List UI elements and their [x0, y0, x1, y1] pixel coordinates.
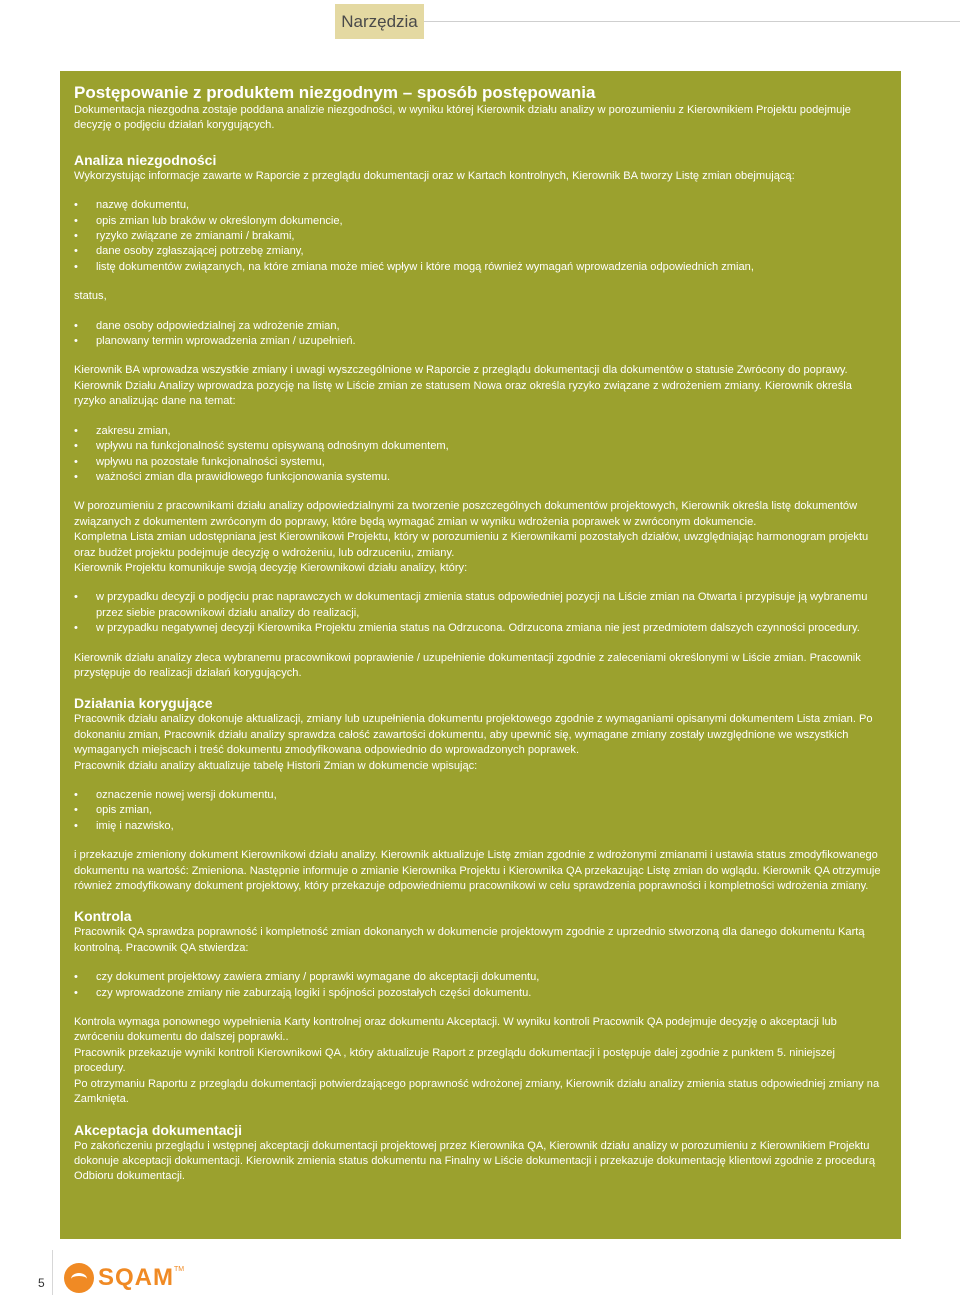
paragraph: Po zakończeniu przeglądu i wstępnej akceptacji dokumentacji projektowej przez Kierownika QA, Kierownik działu analizy w porozumieniu z Kierownikiem Projektu dokonuje akceptacji dokumentacji. Kierownik zmienia status dokumentu na Finalny w Liście dokumentacji i przekazuje dokumentację klientowi zgodnie z procedurą Odbioru dokumentacji.	[74, 1139, 876, 1183]
sqam-logo	[64, 1262, 184, 1294]
intro-paragraph: Dokumentacja niezgodna zostaje poddana analizie niezgodności, w wyniku której Kierownik działu analizy w porozumieniu z Kierownikiem Projektu podejmuje decyzję o podjęciu działań korygujących.	[74, 104, 851, 132]
section-heading-acceptance: Akceptacja dokumentacji	[74, 1121, 243, 1138]
bird-logo-icon	[64, 1263, 94, 1293]
list-item: • dane osoby odpowiedzialnej za wdrożenie zmian,	[96, 319, 887, 334]
bullet-list	[74, 590, 887, 636]
bullet-list	[74, 970, 887, 1001]
list-item: • w przypadku negatywnej decyzji Kierownika Projektu zmienia status na Odrzucona. Odrzucona zmiana nie jest przedmiotem dalszych czynności procedury.	[96, 621, 887, 636]
paragraph: Pracownik QA sprawdza poprawność i kompletność zmian dokonanych w dokumencie projektowym zgodnie z uprzednio stworzoną dla danego dokumentu Kartą kontrolną. Pracownik QA stwierdza:	[74, 926, 865, 954]
section-heading-control: Kontrola	[74, 908, 132, 925]
paragraph: W porozumieniu z pracownikami działu analizy odpowiedzialnymi za tworzenie poszczególnych dokumentów projektowych, Kierownik określa listę dokumentów związanych z dokumentem zwróconym do poprawy, które będą wymagać zmian w wyniku wdrożenia poprawek w zwróconym dokumencie.	[74, 500, 858, 528]
section-tab: Narzędzia	[335, 4, 424, 39]
list-item: • imię i nazwisko,	[96, 819, 887, 834]
list-item: • wpływu na pozostałe funkcjonalności systemu,	[96, 455, 887, 470]
list-item: • w przypadku decyzji o podjęciu prac naprawczych w dokumentacji zmienia status odpowiedniej pozycji na Liście zmian na Otwarta i przypisuje ją wybranemu przez siebie pracownikowi działu analizy do realizacji,	[96, 590, 887, 621]
list-item: • zakresu zmian,	[96, 424, 887, 439]
footer-rule	[52, 1250, 53, 1295]
paragraph: Kontrola wymaga ponownego wypełnienia Karty kontrolnej oraz dokumentu Akceptacji. W wyniku kontroli Pracownik QA podejmuje decyzję o akceptacji lub zwróceniu dokumentu do dalszej poprawki..	[74, 1016, 837, 1044]
paragraph: Kierownik działu analizy zleca wybranemu pracownikowi poprawienie / uzupełnienie dokumentacji zgodnie z zaleceniami określonymi w Liście zmian. Pracownik przystępuje do realizacji działań korygujących.	[74, 651, 861, 679]
paragraph: Kierownik BA wprowadza wszystkie zmiany i uwagi wyszczególnione w Raporcie z przeglądu dokumentacji dla dokumentów o statusie Zwrócony do poprawy.	[74, 364, 848, 377]
trademark-mark: TM	[174, 1266, 185, 1273]
list-item: • planowany termin wprowadzenia zmian / uzupełnień.	[96, 334, 887, 349]
paragraph: Kierownik Działu Analizy wprowadza pozycję na listę w Liście zmian ze statusem Nowa oraz określa ryzyko związane z wdrożeniem zmiany. Kierownik określa ryzyko analizując dane na temat:	[74, 379, 852, 408]
paragraph: Kierownik Projektu komunikuje swoją decyzję Kierownikowi działu analizy, który:	[74, 561, 468, 574]
list-item: • opis zmian,	[96, 803, 887, 818]
logo-text: SQAM	[98, 1264, 174, 1291]
page-number: 5	[38, 1276, 45, 1290]
paragraph: Pracownik działu analizy aktualizuje tabelę Historii Zmian w dokumencie wpisując:	[74, 759, 478, 772]
paragraph: Pracownik przekazuje wyniki kontroli Kierownikowi QA , który aktualizuje Raport z przeglądu dokumentacji i postępuje dalej zgodnie z punktem 5. niniejszej procedury.	[74, 1046, 835, 1075]
bullet-list	[74, 198, 887, 275]
bullet-list	[74, 424, 887, 486]
paragraph: Po otrzymaniu Raportu z przeglądu dokumentacji potwierdzającego poprawność wdrożonej zmiany, Kierownik działu analizy zmienia status odpowiedniej zmiany na Zamknięta.	[74, 1077, 880, 1106]
list-item: • oznaczenie nowej wersji dokumentu,	[96, 788, 887, 803]
list-item: • dane osoby zgłaszającej potrzebę zmiany,	[96, 244, 887, 259]
section-heading-corrective: Działania korygujące	[74, 695, 213, 712]
list-item: • nazwę dokumentu,	[96, 198, 887, 213]
paragraph: Kompletna Lista zmian udostępniana jest Kierownikowi Projektu, który w porozumieniu z Kierownikami pozostałych działów, uwzględniając harmonogram projektu oraz budżet projektu podejmuje decyzję o wdrożeniu, lub odrzuceniu, zmiany.	[74, 531, 869, 559]
section-heading-analysis: Analiza niezgodności	[74, 151, 217, 168]
list-item: • ryzyko związane ze zmianami / brakami,	[96, 229, 887, 244]
paragraph: status,	[74, 290, 107, 303]
page-title: Postępowanie z produktem niezgodnym – sposób postępowania	[74, 83, 596, 102]
bullet-list	[74, 319, 887, 350]
bullet-list	[74, 788, 887, 834]
list-item: • listę dokumentów związanych, na które zmiana może mieć wpływ i które mogą również wymagań wprowadzenia odpowiednich zmian,	[96, 260, 887, 275]
list-item: • opis zmian lub braków w określonym dokumencie,	[96, 214, 887, 229]
list-item: • czy wprowadzone zmiany nie zaburzają logiki i spójności pozostałych części dokumentu.	[96, 986, 887, 1001]
header-rule	[424, 21, 960, 22]
paragraph: Pracownik działu analizy dokonuje aktualizacji, zmiany lub uzupełnienia dokumentu projektowego zgodnie z wymaganiami opisanymi dokumentem Lista zmian. Po dokonaniu zmian, Pracownik działu analizy sprawdza całość zawartości dokumentu, aby upewnić się, wymagane zmiany zostały uwzględnione we wszystkich wymaganych miejscach i treść dokumentu zmodyfikowana odpowiednio do wprowadzonych poprawek.	[74, 713, 873, 757]
paragraph: i przekazuje zmieniony dokument Kierownikowi działu analizy. Kierownik aktualizuje Listę zmian zgodnie z wdrożonymi zmianami i ustawia status zmodyfikowanego dokumentu na wartość: Zmieniona. Następnie informuje o zmianie Kierownika Projektu i Kierownika QA przekazując Listę zmian do wglądu. Kierownik QA otrzymuje również zmodyfikowany dokument projektowy, który przekazuje odpowiedniemu pracownikowi w celu sprawdzenia poprawności i kompletności wdrożenia zmiany.	[74, 849, 881, 893]
list-item: • czy dokument projektowy zawiera zmiany / poprawki wymagane do akceptacji dokumentu,	[96, 970, 887, 985]
list-item: • ważności zmian dla prawidłowego funkcjonowania systemu.	[96, 470, 887, 485]
list-item: • wpływu na funkcjonalność systemu opisywaną odnośnym dokumentem,	[96, 439, 887, 454]
paragraph: Wykorzystując informacje zawarte w Raporcie z przeglądu dokumentacji oraz w Kartach kontrolnych, Kierownik BA tworzy Listę zmian obejmującą:	[74, 169, 795, 182]
content-panel	[60, 71, 901, 1239]
